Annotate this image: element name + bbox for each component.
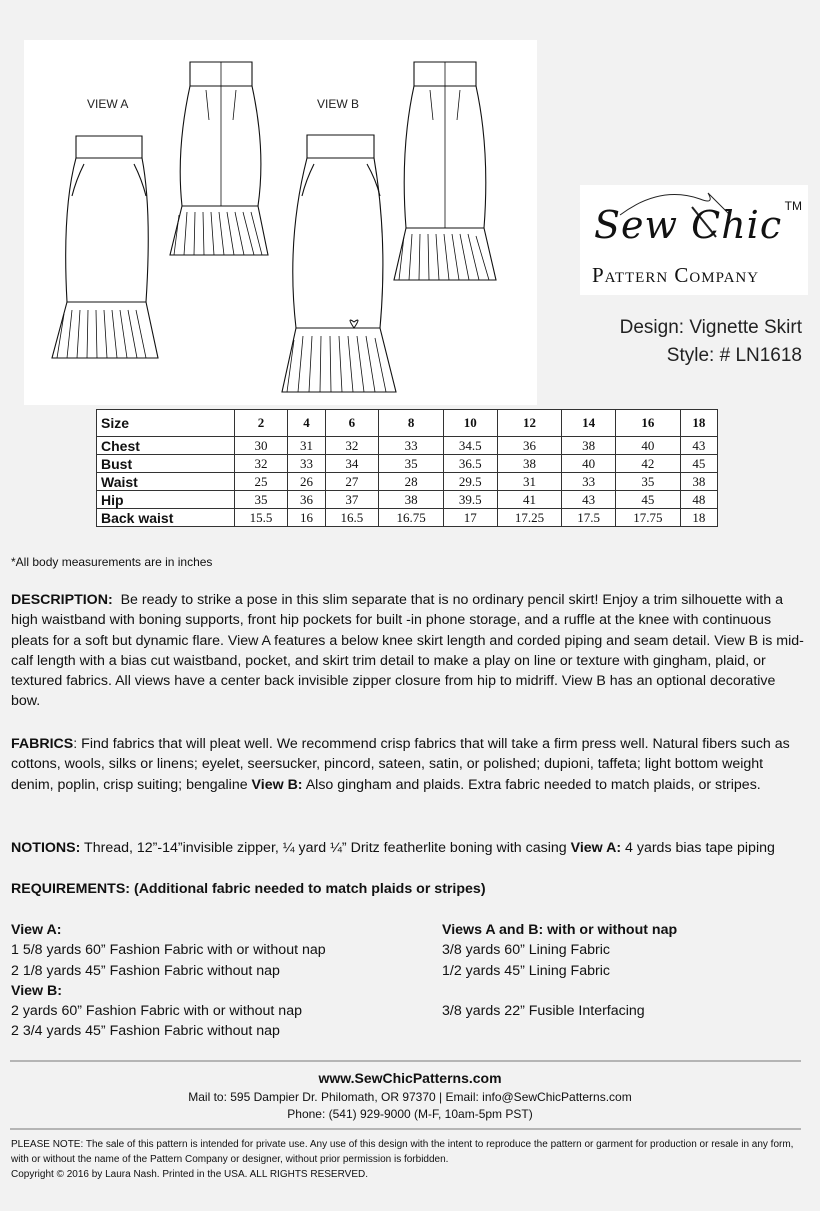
measurement-value: 17 [443,509,497,527]
measurement-note: *All body measurements are in inches [11,555,213,569]
measurement-value: 31 [497,473,562,491]
measurement-value: 45 [616,491,681,509]
measurement-row [97,491,718,509]
logo-trademark: TM [784,199,802,213]
fabrics-text: : Find fabrics that will pleat well. We recommend crisp fabrics that will take a firm press well. Natural fibers such as cottons, wools, silks or linens; eyelet, seersucker, pincord, sateen, satin, or polished; dupioni, taffeta; light bottom weight denim, poplin, crisp suiting; bengaline [11,736,790,793]
size-column-header: 10 [443,410,497,437]
measurement-value: 17.25 [497,509,562,527]
measurement-value: 35 [379,455,444,473]
measurement-value: 32 [325,437,379,455]
size-column-header: 18 [680,410,717,437]
copyright-text: Copyright © 2016 by Laura Nash. Printed in the USA. ALL RIGHTS RESERVED. [11,1169,368,1180]
measurement-label: Waist [97,473,235,491]
req-view-a-item: 2 1/8 yards 45” Fashion Fabric without nap [11,962,280,979]
skirt-line-drawings [24,40,537,405]
size-header-label: Size [97,410,235,437]
measurement-value: 43 [562,491,616,509]
measurement-value: 17.5 [562,509,616,527]
measurement-value: 15.5 [234,509,288,527]
measurement-label: Hip [97,491,235,509]
requirements-left-column [11,920,326,1042]
size-header-row [97,410,718,437]
mail-address: Mail to: 595 Dampier Dr. Philomath, OR 97370 | Email: info@SewChicPatterns.com [188,1090,632,1104]
measurement-value: 36 [288,491,325,509]
req-view-b-item: 2 3/4 yards 45” Fashion Fabric without nap [11,1023,280,1040]
measurement-value: 48 [680,491,717,509]
view-b-label: VIEW B [317,97,360,111]
measurement-value: 38 [680,473,717,491]
design-style: Style: # LN1618 [666,345,802,366]
measurement-value: 30 [234,437,288,455]
fabrics-view-b-label: View B: [251,776,303,793]
size-column-header: 12 [497,410,562,437]
size-chart-table [96,409,718,527]
req-interfacing-item: 3/8 yards 22” Fusible Interfacing [442,1003,645,1020]
notions-text: Thread, 12”-14”invisible zipper, ¼ yard ¼” Dritz featherlite boning with casing [80,840,571,856]
fabrics-section [11,734,806,795]
measurement-value: 35 [234,491,288,509]
measurement-value: 40 [616,437,681,455]
measurement-label: Bust [97,455,235,473]
measurement-value: 16.75 [379,509,444,527]
view-a-label: VIEW A [87,97,129,111]
measurement-row [97,473,718,491]
req-lining-item: 1/2 yards 45” Lining Fabric [442,962,610,979]
technical-illustration [24,40,537,405]
requirements-heading: REQUIREMENTS: (Additional fabric needed to match plaids or stripes) [11,881,486,897]
phone-number: Phone: (541) 929-9000 (M-F, 10am-5pm PST) [287,1107,533,1121]
measurement-value: 40 [562,455,616,473]
measurement-value: 16.5 [325,509,379,527]
measurement-value: 38 [562,437,616,455]
req-view-b-item: 2 yards 60” Fashion Fabric with or without nap [11,1003,302,1020]
measurement-value: 33 [288,455,325,473]
notions-view-a-text: 4 yards bias tape piping [621,840,775,856]
measurement-value: 45 [680,455,717,473]
legal-text: PLEASE NOTE: The sale of this pattern is intended for private use. Any use of this design with the intent to reproduce the pattern or garment for production or resale in any form, with or without the name of the Pattern Company or designer, without prior permission is forbidden. [11,1139,794,1165]
footer-divider-top [10,1060,801,1062]
measurement-value: 36.5 [443,455,497,473]
logo-subtitle: Pattern Company [592,263,760,287]
measurement-value: 31 [288,437,325,455]
measurement-value: 42 [616,455,681,473]
measurement-value: 34 [325,455,379,473]
measurement-row [97,455,718,473]
measurement-value: 37 [325,491,379,509]
description-text: Be ready to strike a pose in this slim separate that is no ordinary pencil skirt! Enjoy a trim silhouette with a high waistband with boning supports, front hip pockets for built -in phone storage, and a ruffle at the knee with continuous pleats for a soft but dynamic flare. View A features a below knee skirt length and corded piping and seam detail. View B is mid-calf length with a bias cut waistband, pocket, and skirt trim detail to make a play on line or texture with gingham, plaid, or textured fabrics. All views have a center back invisible zipper closure from hip to midriff. View B has an optional decorative bow. [11,592,804,710]
measurement-value: 29.5 [443,473,497,491]
measurement-value: 43 [680,437,717,455]
view-a-back-skirt [170,62,268,255]
measurement-value: 25 [234,473,288,491]
measurement-value: 36 [497,437,562,455]
notions-view-a-label: View A: [570,840,622,856]
view-a-front-skirt [52,136,158,358]
req-lining-item: 3/8 yards 60” Lining Fabric [442,942,610,959]
measurement-value: 17.75 [616,509,681,527]
measurement-row [97,509,718,527]
design-title-block [620,314,802,370]
measurement-value: 28 [379,473,444,491]
size-column-header: 14 [562,410,616,437]
fabrics-heading: FABRICS [11,736,74,752]
req-view-a-item: 1 5/8 yards 60” Fashion Fabric with or without nap [11,942,326,959]
measurement-value: 35 [616,473,681,491]
website-link[interactable]: www.SewChicPatterns.com [318,1070,502,1086]
measurement-value: 38 [379,491,444,509]
size-column-header: 2 [234,410,288,437]
notions-section [11,838,806,858]
measurement-value: 41 [497,491,562,509]
notions-heading: NOTIONS: [11,840,81,856]
measurement-value: 18 [680,509,717,527]
logo-name: Sew Chic [594,203,783,247]
measurement-value: 39.5 [443,491,497,509]
measurement-value: 33 [562,473,616,491]
sew-chic-logo [580,185,808,295]
fabrics-view-b-text: Also gingham and plaids. Extra fabric needed to match plaids, or stripes. [302,776,761,793]
measurement-value: 32 [234,455,288,473]
measurement-value: 16 [288,509,325,527]
requirements-right-column [442,920,677,1021]
size-column-header: 6 [325,410,379,437]
measurement-value: 26 [288,473,325,491]
design-name: Design: Vignette Skirt [619,317,802,338]
legal-notice [11,1137,811,1182]
measurement-value: 33 [379,437,444,455]
size-column-header: 8 [379,410,444,437]
requirements-section [11,879,806,899]
size-column-header: 16 [616,410,681,437]
measurement-label: Back waist [97,509,235,527]
measurement-row [97,437,718,455]
req-views-ab-heading: Views A and B: with or without nap [442,922,678,938]
measurement-label: Chest [97,437,235,455]
view-b-front-skirt [282,135,396,392]
footer-divider-bottom [10,1128,801,1130]
measurement-value: 34.5 [443,437,497,455]
req-view-a-heading: View A: [11,922,62,938]
description-heading: DESCRIPTION: [11,592,113,608]
size-column-header: 4 [288,410,325,437]
measurement-value: 27 [325,473,379,491]
description-section [11,590,806,712]
view-b-back-skirt [394,62,496,280]
measurement-value: 38 [497,455,562,473]
req-view-b-heading: View B: [11,982,62,999]
